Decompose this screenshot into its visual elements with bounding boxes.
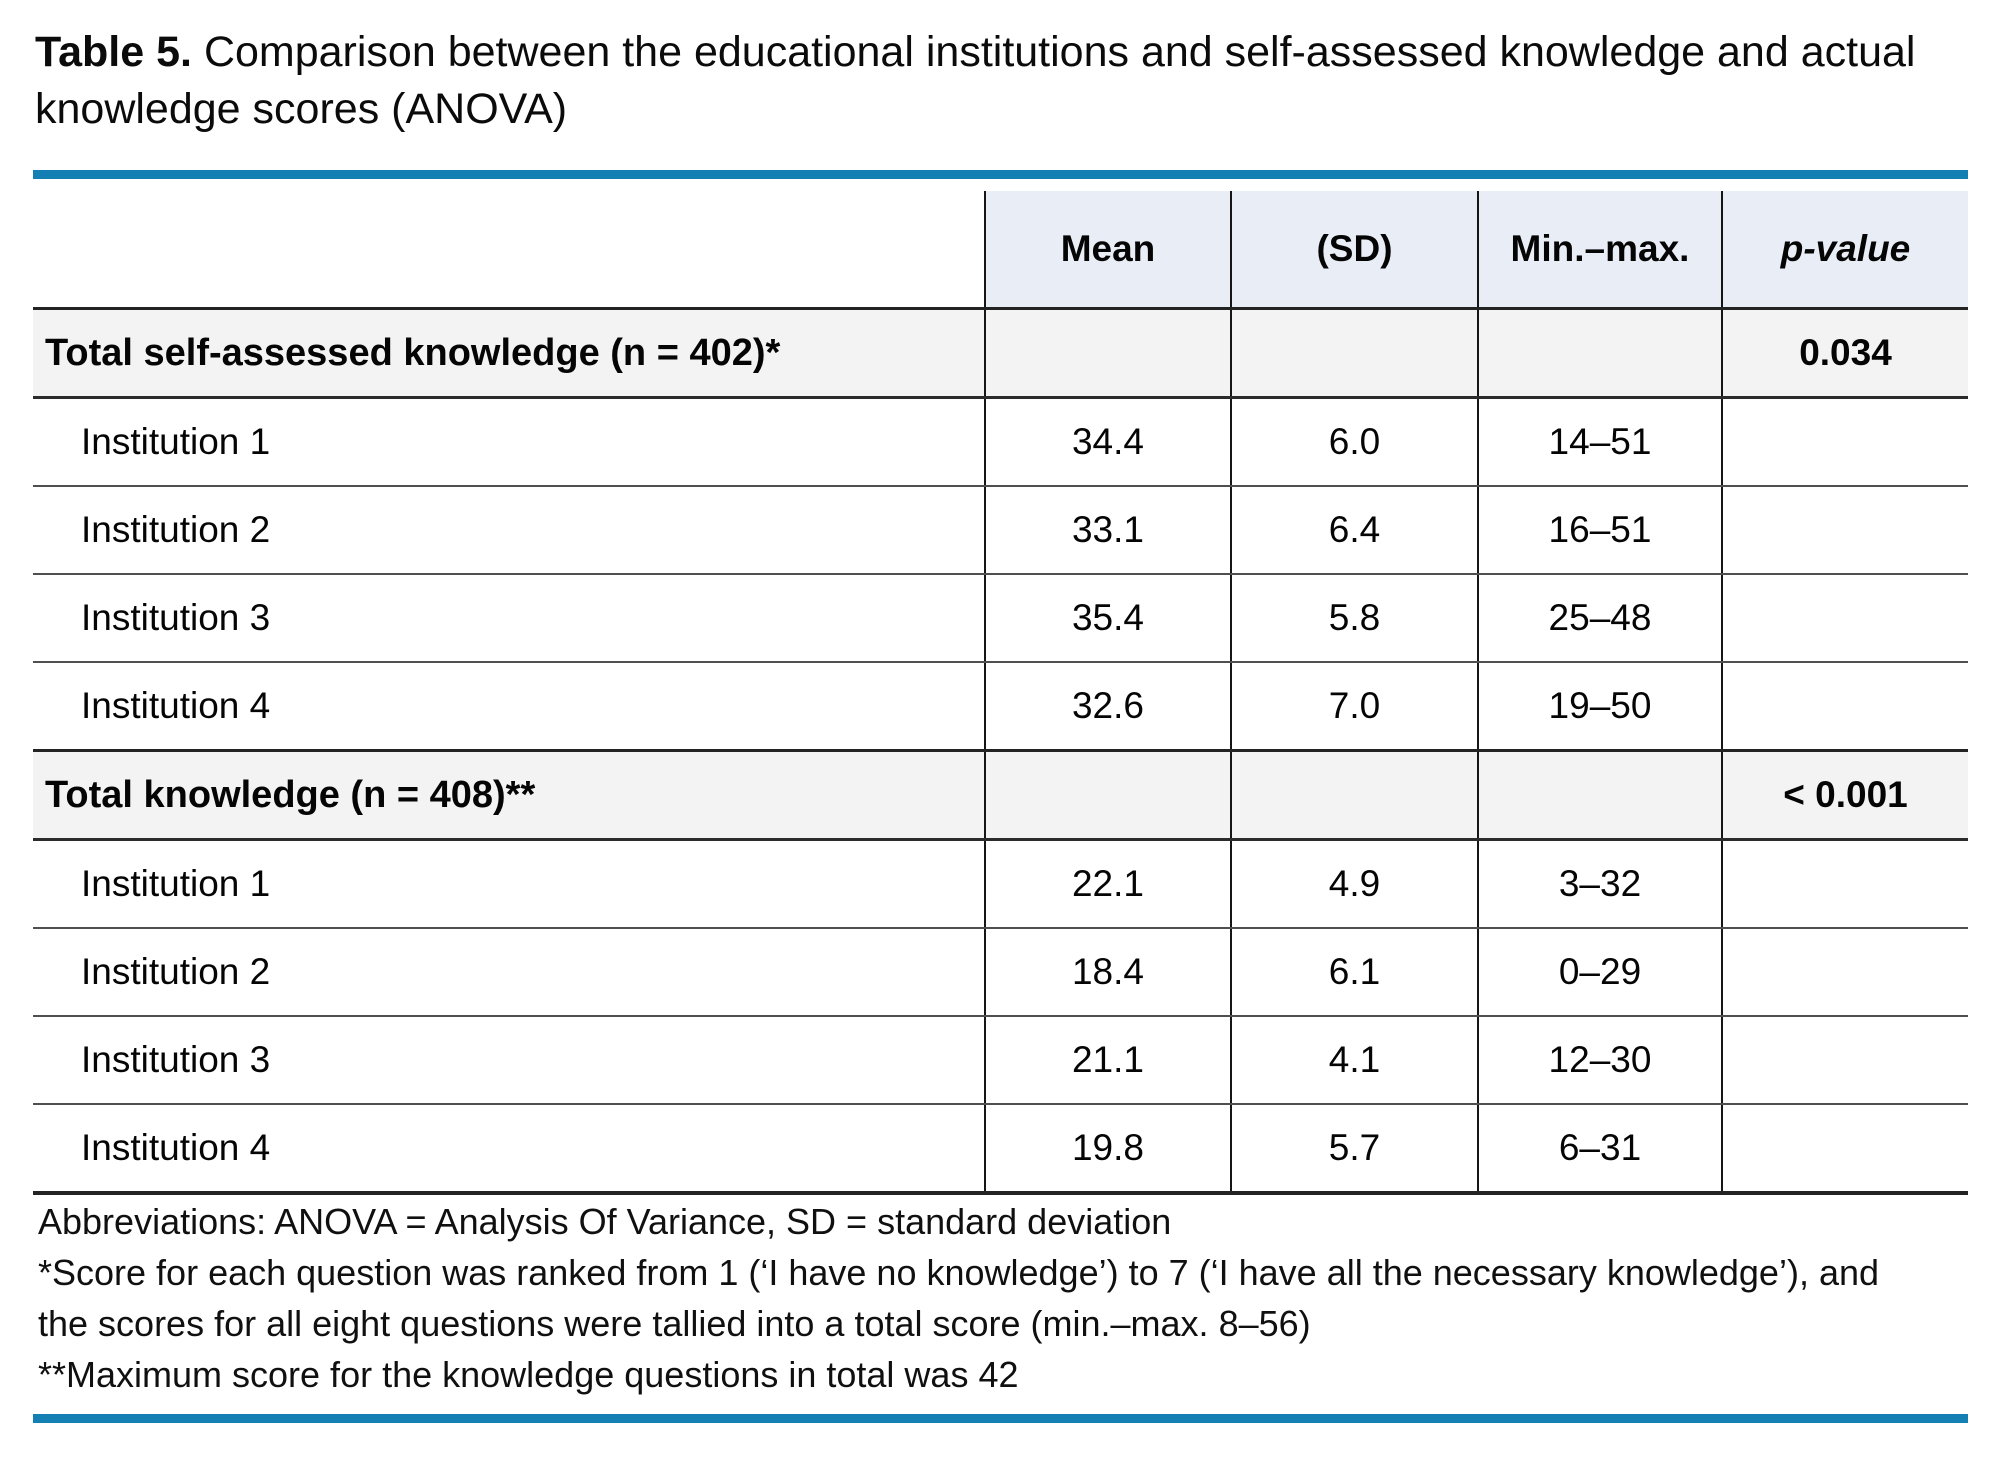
table-row [33,573,1968,661]
footnote-max-score: **Maximum score for the knowledge questions in total was 42 [38,1354,1019,1395]
cell-minmax: 6–31 [1477,1105,1721,1191]
row-label: Institution 4 [81,1127,271,1168]
cell-mean [984,310,1230,396]
cell-sd: 7.0 [1230,663,1477,749]
footnotes [38,1196,1893,1400]
cell-mean: 21.1 [984,1017,1230,1103]
cell-mean: 19.8 [984,1105,1230,1191]
cell-pvalue [1721,929,1968,1015]
cell-minmax: 0–29 [1477,929,1721,1015]
cell-minmax: 25–48 [1477,575,1721,661]
table-row-section-self-assessed [33,307,1968,396]
cell-sd: 6.4 [1230,487,1477,573]
header-mean: Mean [984,191,1230,307]
cell-minmax: 16–51 [1477,487,1721,573]
cell-sd: 6.1 [1230,929,1477,1015]
row-label: Institution 1 [81,421,271,462]
cell-minmax [1477,752,1721,838]
cell-mean: 18.4 [984,929,1230,1015]
cell-pvalue [1721,841,1968,927]
table-row [33,396,1968,485]
cell-sd: 4.9 [1230,841,1477,927]
header-sd: (SD) [1230,191,1477,307]
row-label: Institution 3 [81,1039,271,1080]
cell-mean [984,752,1230,838]
cell-pvalue [1721,663,1968,749]
table-row [33,927,1968,1015]
row-label: Institution 4 [81,685,271,726]
cell-mean: 34.4 [984,399,1230,485]
footnote-score-scale: *Score for each question was ranked from 1 (‘I have no knowledge’) to 7 (‘I have all the necessary knowledge’), and the scores for all eight questions were tallied into a total score (min.–max. 8–56) [38,1252,1880,1344]
cell-mean: 32.6 [984,663,1230,749]
cell-pvalue [1721,575,1968,661]
cell-sd: 5.8 [1230,575,1477,661]
cell-sd [1230,310,1477,396]
cell-sd [1230,752,1477,838]
table-row-section-total-knowledge [33,749,1968,838]
cell-mean: 35.4 [984,575,1230,661]
header-empty-cell [33,191,984,307]
table-row [33,1015,1968,1103]
cell-sd: 5.7 [1230,1105,1477,1191]
top-rule [33,170,1968,179]
table-row [33,485,1968,573]
cell-pvalue [1721,1017,1968,1103]
cell-minmax: 19–50 [1477,663,1721,749]
cell-mean: 33.1 [984,487,1230,573]
row-label: Total knowledge (n = 408)** [45,773,536,816]
header-minmax: Min.–max. [1477,191,1721,307]
anova-table [33,191,1968,1195]
footnote-abbreviations: Abbreviations: ANOVA = Analysis Of Variance, SD = standard deviation [38,1201,1172,1242]
row-label: Institution 2 [81,951,271,992]
bottom-rule [33,1414,1968,1423]
cell-minmax: 12–30 [1477,1017,1721,1103]
row-label: Institution 1 [81,863,271,904]
cell-sd: 6.0 [1230,399,1477,485]
header-pvalue: p-value [1721,191,1968,307]
row-label: Institution 3 [81,597,271,638]
cell-pvalue: 0.034 [1721,310,1968,396]
table-row [33,661,1968,749]
cell-minmax: 14–51 [1477,399,1721,485]
cell-minmax: 3–32 [1477,841,1721,927]
table-row [33,1103,1968,1195]
table-caption [35,24,1935,138]
table-caption-text: Comparison between the educational institutions and self-assessed knowledge and actual knowledge scores (ANOVA) [35,28,1916,133]
cell-pvalue [1721,1105,1968,1191]
table-header-row [33,191,1968,307]
cell-minmax [1477,310,1721,396]
cell-pvalue [1721,487,1968,573]
cell-pvalue [1721,399,1968,485]
table-row [33,838,1968,927]
row-label: Total self-assessed knowledge (n = 402)* [45,331,781,374]
row-label: Institution 2 [81,509,271,550]
cell-sd: 4.1 [1230,1017,1477,1103]
cell-mean: 22.1 [984,841,1230,927]
cell-pvalue: < 0.001 [1721,752,1968,838]
table-number: Table 5. [35,28,192,76]
